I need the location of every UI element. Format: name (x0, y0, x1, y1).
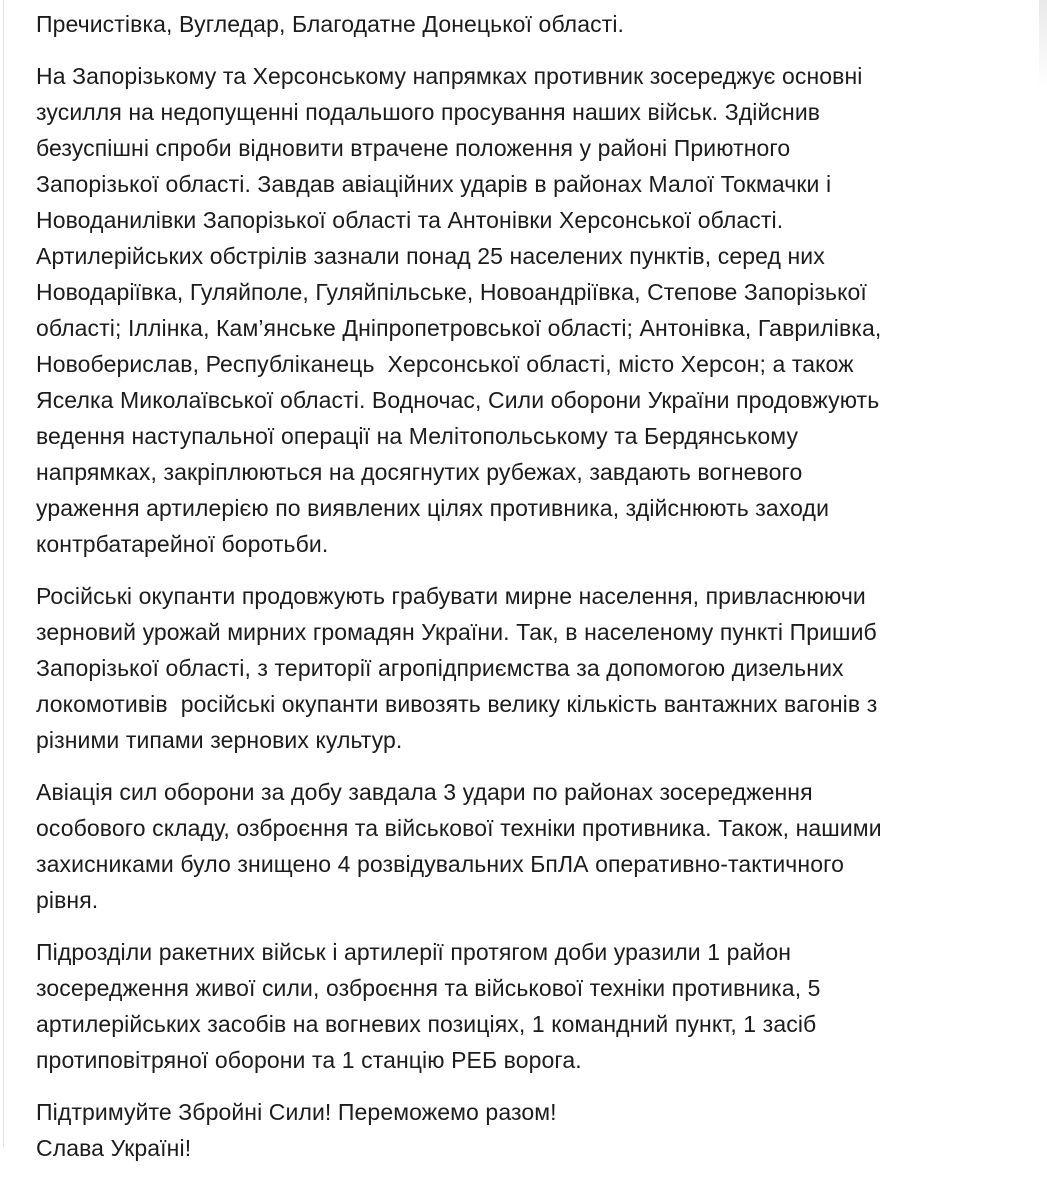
text-line: ураження артилерією по виявлених цілях противника, здійснюють заходи (36, 495, 830, 521)
text-line: захисниками було знищено 4 розвідувальних БпЛА оперативно-тактичного (36, 851, 844, 877)
text-line: Новодаріївка, Гуляйполе, Гуляйпільське, Новоандріївка, Степове Запорізької (36, 279, 867, 305)
text-line: Новоберислав, Республіканець Херсонської області, місто Херсон; а також (36, 351, 854, 377)
text-line: Авіація сил оборони за добу завдала 3 удари по районах зосередження (36, 779, 813, 805)
paragraph (36, 774, 882, 918)
paragraph (36, 578, 882, 758)
text-line: Російські окупанти продовжують грабувати мирне населення, привласнюючи (36, 583, 866, 609)
text-line: особового складу, озброєння та військової техніки противника. Також, нашими (36, 815, 882, 841)
text-line: протиповітряної оборони та 1 станцію РЕБ ворога. (36, 1047, 582, 1073)
text-line: Підрозділи ракетних військ і артилерії протягом доби уразили 1 район (36, 939, 792, 965)
text-line: Яселка Миколаївської області. Водночас, Сили оборони України продовжують (36, 387, 880, 413)
text-line: Слава Україні! (36, 1135, 192, 1161)
text-line: Підтримуйте Збройні Сили! Переможемо разом! (36, 1099, 557, 1125)
paragraph (36, 58, 882, 562)
text-line: локомотивів російські окупанти вивозять велику кількість вантажних вагонів з (36, 691, 878, 717)
text-line: напрямках, закріплюються на досягнутих рубежах, завдають вогневого (36, 459, 803, 485)
text-line: зусилля на недопущенні подальшого просування наших військ. Здійснив (36, 99, 821, 125)
text-line: На Запорізькому та Херсонському напрямках противник зосереджує основні (36, 63, 863, 89)
text-line: Пречистівка, Вугледар, Благодатне Донецької області. (36, 11, 625, 37)
right-edge-shade (1039, 0, 1047, 90)
paragraph (36, 934, 882, 1078)
text-line: рівня. (36, 887, 99, 913)
text-line: артилерійських засобів на вогневих позиціях, 1 командний пункт, 1 засіб (36, 1011, 817, 1037)
text-line: Артилерійських обстрілів зазнали понад 25 населених пунктів, серед них (36, 243, 825, 269)
text-line: Новоданилівки Запорізької області та Антонівки Херсонської області. (36, 207, 784, 233)
paragraph (36, 6, 882, 42)
paragraph (36, 1094, 882, 1166)
text-line: різними типами зернових культур. (36, 727, 403, 753)
text-line: ведення наступальної операції на Мелітопольському та Бердянському (36, 423, 799, 449)
text-line: контрбатарейної боротьби. (36, 531, 329, 557)
text-line: зерновий урожай мирних громадян України. Так, в населеному пункті Пришиб (36, 619, 877, 645)
text-line: Запорізької області. Завдав авіаційних ударів в районах Малої Токмачки і (36, 171, 832, 197)
text-line: області; Іллінка, Кам’янське Дніпропетровської області; Антонівка, Гаврилівка, (36, 315, 882, 341)
text-line: безуспішні спроби відновити втрачене положення у районі Приютного (36, 135, 791, 161)
text-line: зосередження живої сили, озброєння та військової техніки противника, 5 (36, 975, 821, 1001)
text-line: Запорізької області, з території агропідприємства за допомогою дизельних (36, 655, 844, 681)
